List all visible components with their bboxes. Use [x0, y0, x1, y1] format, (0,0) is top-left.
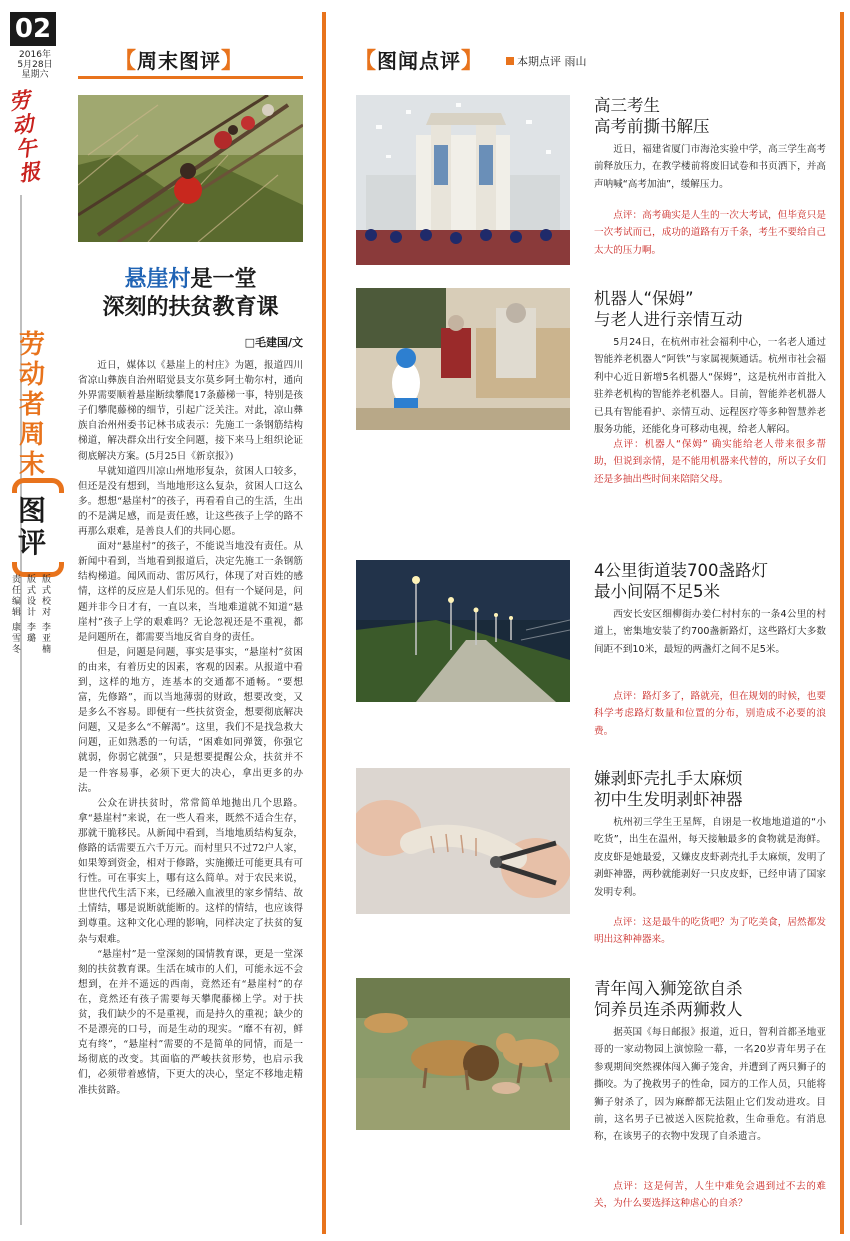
item-body: 据英国《每日邮报》报道，近日，智利首都圣地亚哥的一家动物园上演惊险一幕，一名20岁青年男子在参观期间突然裸体闯入狮子笼舍，并遭到了两只狮子的撕咬。为了挽救男子的性命，园方的工作人员，只能将狮子射杀了，因为麻醉都无法阻止它们发动进攻。目前，这名男子已被送入医院抢救，生命垂危。有消息称，在该男子的衣物中发现了自杀遗言。 — [594, 1027, 826, 1143]
section-tag-photo-news: 【图闻点评】 — [354, 49, 485, 74]
article-body — [78, 358, 303, 1098]
item-title: 青年闯入狮笼欲自杀 饲养员连杀两狮救人 — [594, 979, 743, 1019]
issue-year: 2016年 — [19, 50, 51, 60]
issue-weekday: 星期六 — [21, 70, 49, 80]
headline-line2: 深刻的扶贫教育课 — [102, 295, 279, 320]
item-title: 机器人“保姆” 与老人进行亲情互动 — [594, 289, 743, 329]
masthead-strip — [6, 10, 72, 1235]
street-lights-photo — [356, 560, 570, 730]
item-comment: 点评：机器人“保姆” 确实能给老人带来很多帮助，但说到亲情，是不能用机器来代替的，所以子女们还是多抽出些时间来陪陪父母。 — [594, 439, 826, 485]
headline-highlight: 悬崖村 — [124, 267, 191, 292]
page-number: 02 — [10, 12, 56, 46]
lion-cage-photo — [356, 978, 570, 1148]
section-bracket-top — [12, 478, 64, 493]
item-comment: 点评：高考确实是人生的一次大考试，但毕竟只是一次考试而已，成功的道路有万千条，考生不要给自己太大的压力啊。 — [594, 210, 826, 256]
cliff-village-photo — [78, 95, 303, 242]
robot-elderly-photo — [356, 288, 570, 458]
credit-name-editor: 康雪冬 — [12, 623, 22, 655]
orange-square-icon — [506, 57, 514, 65]
credit-role-design: 版式设计 — [27, 575, 37, 618]
credit-name-design: 李璐 — [27, 623, 37, 644]
section-name: 劳动者周末 — [18, 330, 45, 480]
shrimp-peeler-photo — [356, 768, 570, 938]
item-body: 杭州初三学生王星辉，自诩是一枚地地道道的“小吃货”，出生在温州，每天接触最多的食物就是海鲜。皮皮虾是她最爱，又嫌皮皮虾剥壳扎手太麻烦，发明了剥虾神器，两秒就能剥好一只皮皮虾，已经申请了国家发明专利。 — [594, 817, 826, 898]
section-sub-name: 图评 — [17, 494, 46, 559]
item-comment: 点评：这是何苦，人生中难免会遇到过不去的难关，为什么要选择这种虐心的自杀？ — [594, 1181, 826, 1210]
item-body: 近日，福建省厦门市海沧实验中学，高三学生高考前释放压力，在教学楼前将废旧试卷和书页洒下，并高声呐喊“高考加油”，缓解压力。 — [594, 144, 826, 190]
article-paragraph: 近日，媒体以《悬崖上的村庄》为题，报道四川省凉山彝族自治州昭觉县支尔莫乡阿土勒尔村，通向外界需要顺着悬崖断续攀爬17条藤梯一事，特别是孩子们攀爬藤梯的细节，引起广泛关注。对此，凉山彝族自治州州委书记林书成表示：先施工一条钢筋结构梯道，解决群众出行安全问题，接下来马上组织论证彻底解决方案。(5月25日《新京报》) — [78, 360, 303, 462]
article-paragraph: 面对“悬崖村”的孩子，不能说当地没有责任。从新闻中看到，当地看到报道后，决定先施工一条钢筋结构梯道。闻风而动、雷厉风行，体现了对百姓的感情，这样的反应是人们乐见的。但有一个疑问是，问题并非今日才有，一直以来，当地难道就不知道“悬崖村”孩子上学的艰难吗？无论忽视还是不重视，都是问题所在，都需要当地反省自身的责任。 — [78, 541, 303, 643]
commentator-line: 本期点评 雨山 — [506, 53, 587, 69]
headline-line1-rest: 是一堂 — [190, 267, 257, 292]
credit-name-proof: 李亚楠 — [42, 623, 52, 655]
column-divider — [322, 12, 326, 1234]
item-comment: 点评：路灯多了，路就亮，但在规划的时候，也要科学考虑路灯数量和位置的分布，别造成不必要的浪费。 — [594, 691, 826, 737]
main-headline — [78, 266, 303, 322]
newspaper-logo: 劳动午报 — [7, 86, 42, 186]
article-paragraph: 但是，问题是问题，事实是事实，“悬崖村”贫困的由来，有着历史的因素，客观的因素。从报道中看到，这样的地方，连基本的交通都不通畅。“要想富，先修路”，而以当地薄弱的财政，想要改变，又是多么不容易。即便有一些扶贫资金，想要彻底解决问题，又是多么“不解渴”。这里，我们不是找急救大问题，正如熟悉的一句话，“困难如同弹簧，你强它就弱，你弱它就强”，只是想要提醒公众，扶贫并不是一件容易事，必须下更大的决心，拿出更多的办法。 — [78, 646, 303, 794]
item-title: 嫌剥虾壳扎手太麻烦 初中生发明剥虾神器 — [594, 769, 743, 809]
school-gate-photo — [356, 95, 570, 265]
page-right-border — [840, 12, 844, 1234]
issue-day: 5月28日 — [17, 60, 53, 70]
item-comment: 点评：这是最牛的吃货吧？为了吃美食，居然都发明出这种神器来。 — [594, 917, 826, 946]
article-paragraph: 公众在讲扶贫时，常常简单地抛出几个思路。拿“悬崖村”来说，在一些人看来，既然不适合生存，那就干脆移民。从新闻中看到，当地地质结构复杂，修路的话需要五六千万元。而村里只不过72户人家，如果筹到资金，相对于修路，实施搬迁可能更具有可行性。可在事实上，哪有这么简单。对于农民来说，世世代代生活下来，已经融入血液里的家乡情结、故土情结，哪是说断就能断的。这样的情结，也应该得到尊重。这种文化心理的影响，同样决定了扶贫的复杂与艰难。 — [78, 797, 303, 945]
section-tag-weekend: 【周末图评】 — [114, 49, 245, 74]
author-byline: □毛建国/文 — [244, 336, 303, 349]
credit-role-editor: 责任编辑 — [12, 575, 22, 618]
item-title: 4公里街道装700盏路灯 最小间隔不足5米 — [594, 561, 768, 601]
article-paragraph: 早就知道四川凉山州地形复杂，贫困人口较多，但还是没有想到，当地地形这么复杂，贫困人口这么多。想想“悬崖村”的孩子，再看看自己的生活，生出的不是满足感，而是责任感，让这些孩子上学的路不再那么艰难，是善良人们的共同心愿。 — [78, 465, 303, 538]
article-paragraph: “悬崖村”是一堂深刻的国情教育课，更是一堂深刻的扶贫教育课。生活在城市的人们，可能永远不会想到，在并不遥远的西南，竟然还有“悬崖村”的存在，竟然还有孩子需要每天攀爬藤梯上学。对于扶贫，我们缺少的不是重视，而是持久的重视；缺少的不是漂亮的口号，而是生动的现实。“靡不有初，鲜克有终”，“悬崖村”需要的不是简单的同情，而是一场彻底的改变。其面临的严峻扶贫形势，也启示我们，必须带着感情，下更大的决心，坚定不移地走精准扶贫路。 — [78, 948, 303, 1096]
tag-underline — [78, 76, 303, 79]
issue-date — [8, 50, 62, 80]
item-title: 高三考生 高考前撕书解压 — [594, 96, 710, 136]
item-body: 西安长安区细柳街办姜仁村村东的一条4公里的村道上，密集地安装了约700盏新路灯，这些路灯大多数间距不到10米，最短的两盏灯之间不足5米。 — [594, 609, 826, 655]
item-body: 5月24日，在杭州市社会福利中心，一名老人通过智能养老机器人“阿铁”与家属视频通话。杭州市社会福利中心近日新增5名机器人“保姆”，这是杭州市首批入驻养老机构的智能养老机器人。目前，智能养老机器人已具有智能看护、亲情互动、远程医疗等多种智慧养老服务功能，还能化身可移动电视，给老人解闷。 — [594, 337, 826, 436]
credit-role-proof: 版式校对 — [42, 575, 52, 618]
